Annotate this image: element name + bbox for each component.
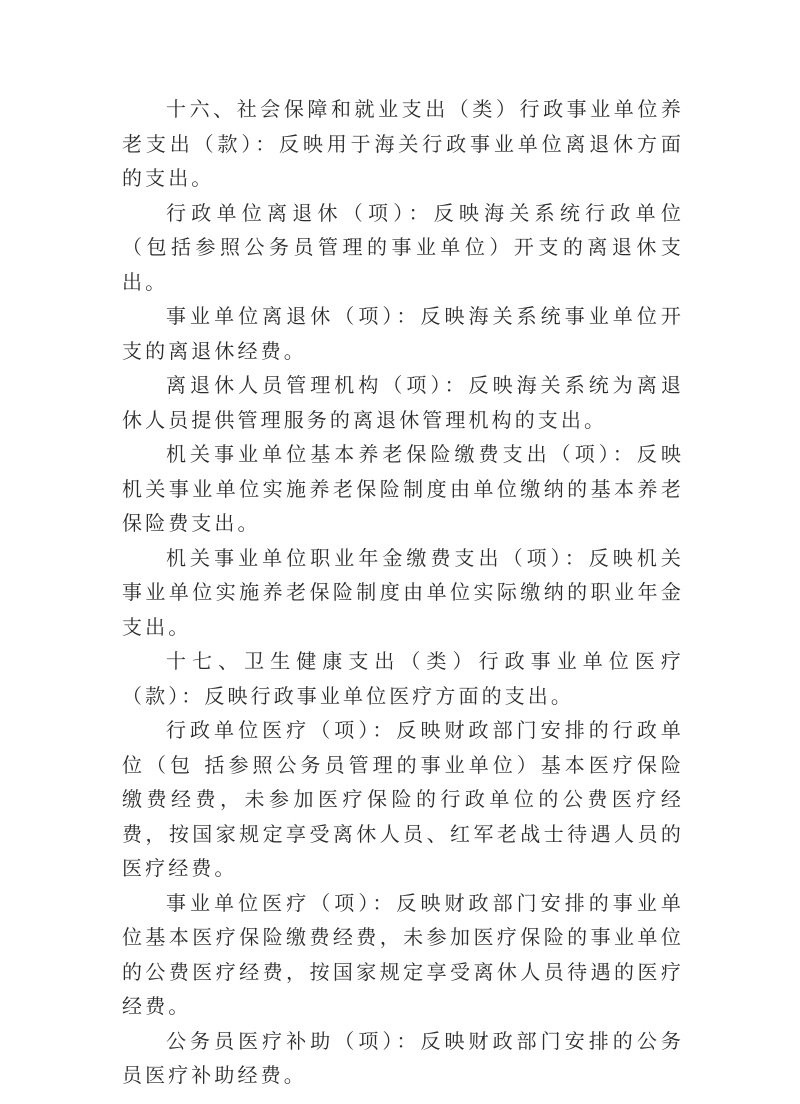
paragraph-health-category: 十七、卫生健康支出（类）行政事业单位医疗（款）：反映行政事业单位医疗方面的支出。	[122, 649, 684, 708]
paragraph-social-security-category: 十六、社会保障和就业支出（类）行政事业单位养老支出（款）：反映用于海关行政事业单位离退休方面的支出。	[122, 97, 684, 190]
paragraph-basic-pension-insurance: 机关事业单位基本养老保险缴费支出（项）：反映机关事业单位实施养老保险制度由单位缴纳的基本养老保险费支出。	[122, 442, 684, 535]
paragraph-institution-retirement: 事业单位离退休（项）：反映海关系统事业单位开支的离退休经费。	[122, 304, 684, 363]
paragraph-retiree-management: 离退休人员管理机构（项）：反映海关系统为离退休人员提供管理服务的离退休管理机构的支出。	[122, 373, 684, 432]
paragraph-institution-medical: 事业单位医疗（项）：反映财政部门安排的事业单位基本医疗保险缴费经费，未参加医疗保险的事业单位的公费医疗经费，按国家规定享受离休人员待遇的医疗经费。	[122, 890, 684, 1018]
paragraph-admin-retirement: 行政单位离退休（项）：反映海关系统行政单位（包括参照公务员管理的事业单位）开支的离退休支出。	[122, 200, 684, 294]
document-body	[122, 92, 684, 1093]
paragraph-civil-servant-medical-subsidy: 公务员医疗补助（项）：反映财政部门安排的公务员医疗补助经费。	[122, 1028, 684, 1087]
paragraph-occupational-annuity: 机关事业单位职业年金缴费支出（项）：反映机关事业单位实施养老保险制度由单位实际缴纳的职业年金支出。	[122, 545, 684, 639]
paragraph-admin-medical: 行政单位医疗（项）：反映财政部门安排的行政单位（包 括参照公务员管理的事业单位）基本医疗保险缴费经费，未参加医疗保险的行政单位的公费医疗经费，按国家规定享受离休人员、红军老战士待遇人员的医疗经费。	[122, 718, 684, 880]
